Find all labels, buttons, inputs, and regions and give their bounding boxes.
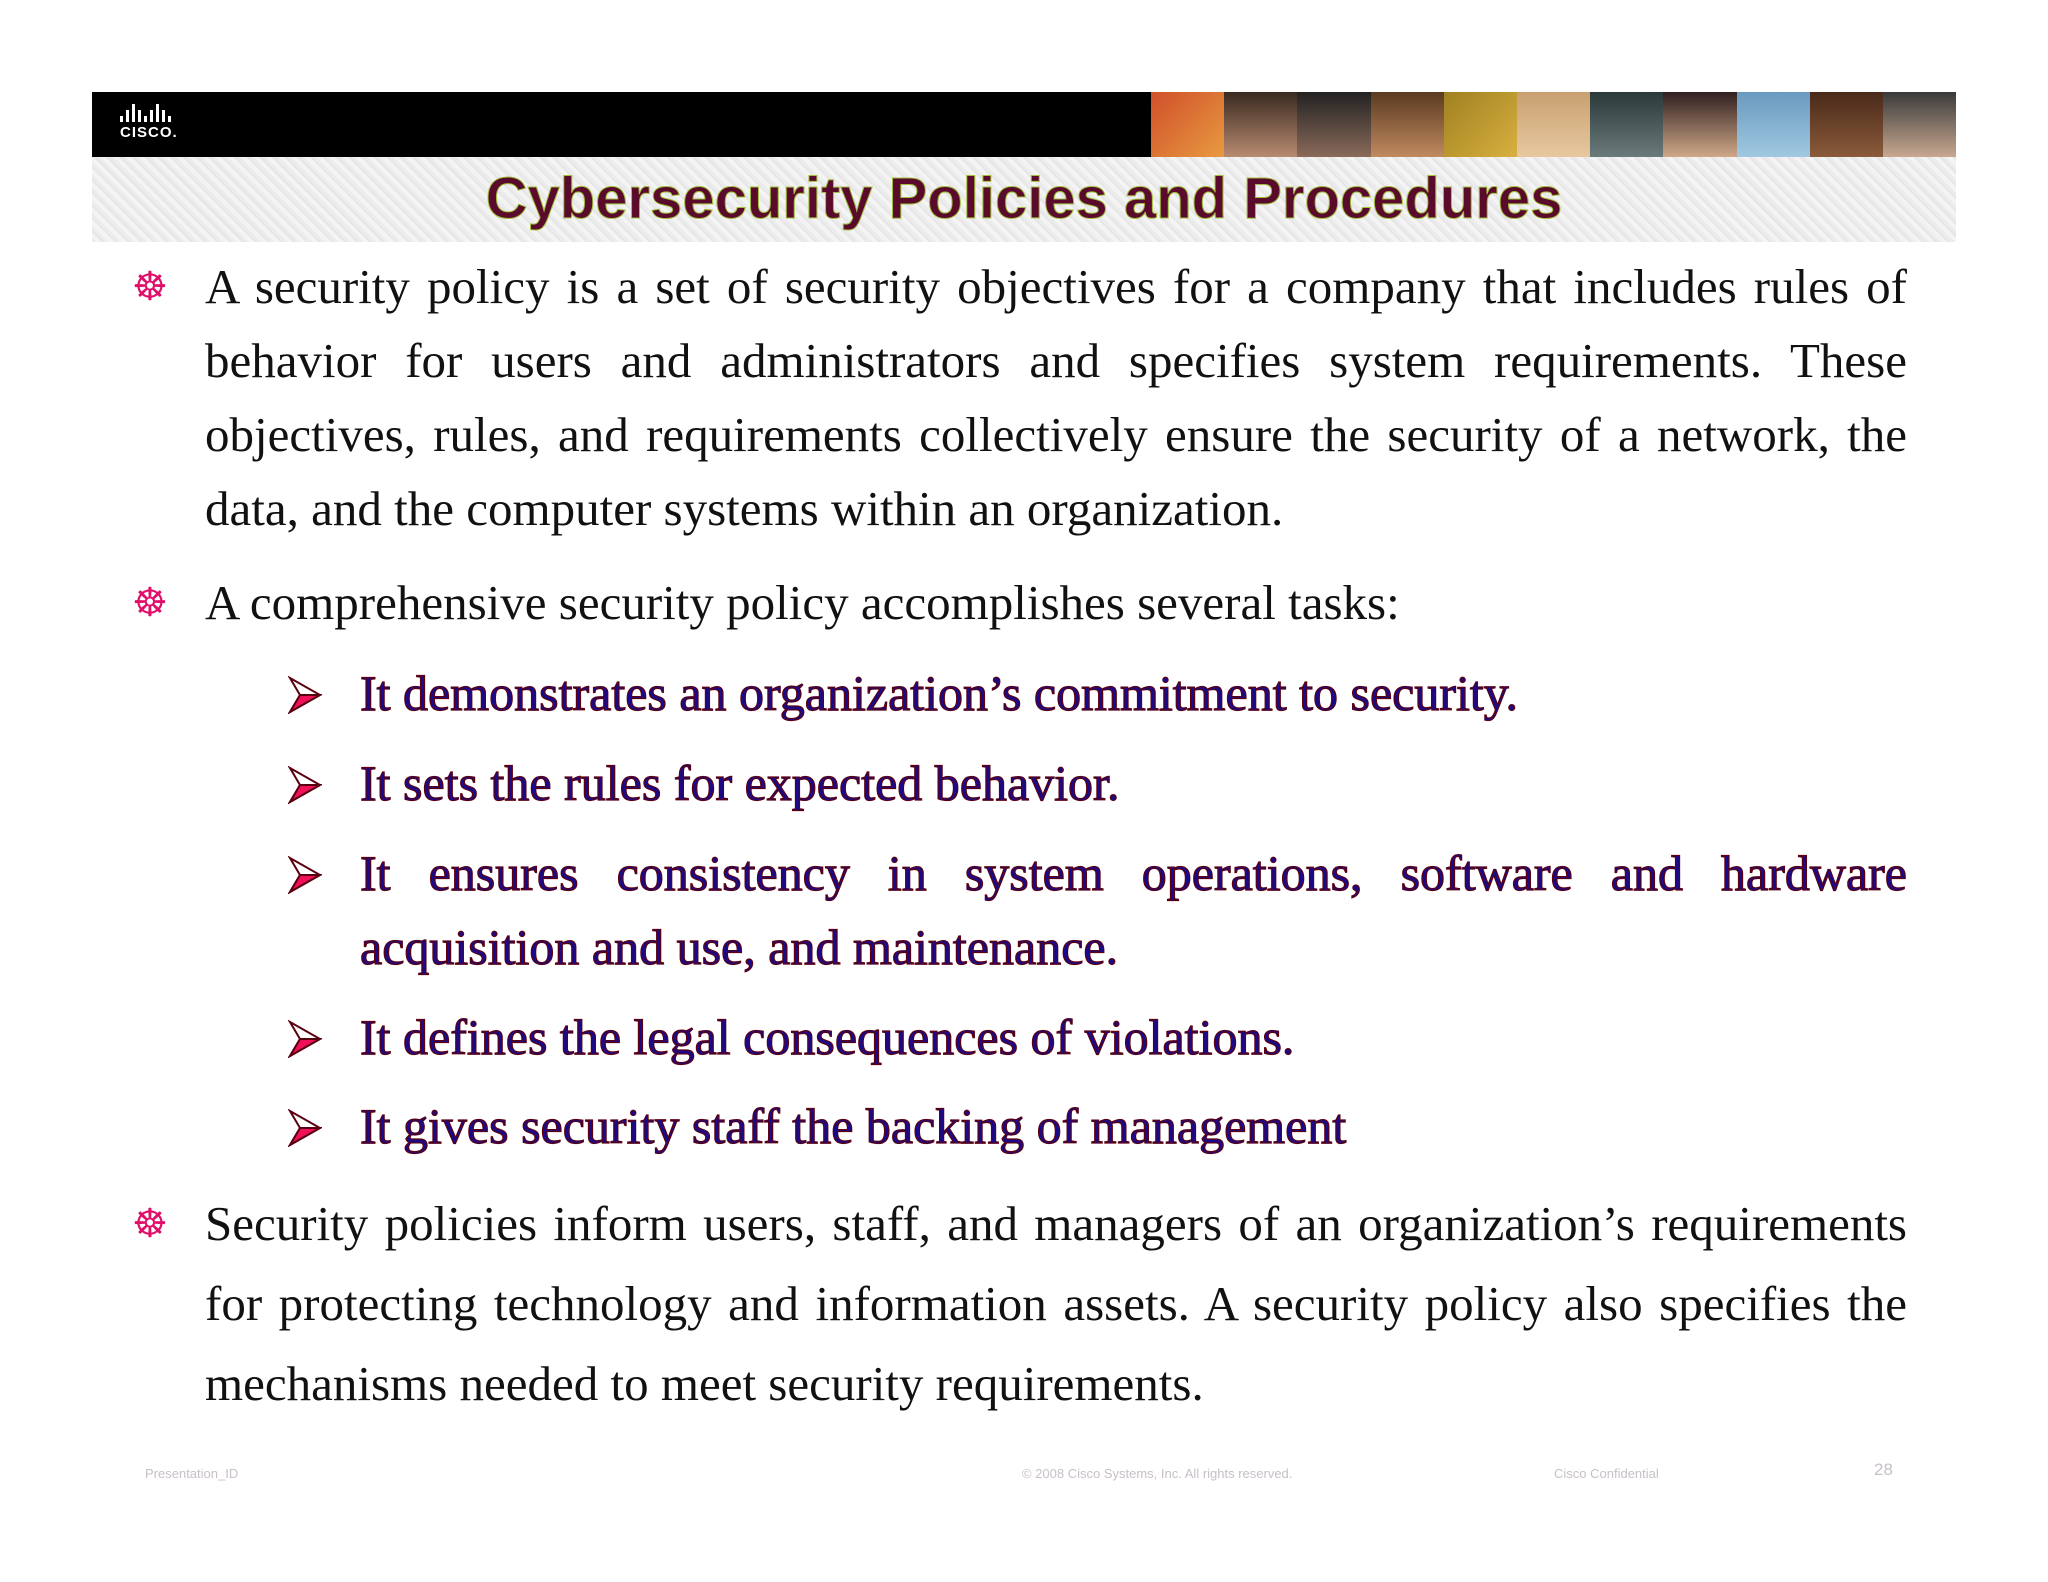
arrow-bullet-icon <box>288 676 322 714</box>
cisco-logo <box>120 104 178 141</box>
slide-title: Cybersecurity Policies and Procedures <box>485 166 1563 231</box>
cisco-bars-icon <box>120 104 178 122</box>
sub-bullet-4: It defines the legal consequences of violations. <box>360 1009 1295 1065</box>
page-number: 28 <box>1874 1460 1893 1479</box>
footer-copyright: © 2008 Cisco Systems, Inc. All rights reserved. <box>1022 1466 1293 1481</box>
wheel-bullet-icon: ☸ <box>132 264 168 309</box>
paragraph-2: A comprehensive security policy accomplishes several tasks: <box>205 575 1400 630</box>
sub-bullet-2: It sets the rules for expected behavior. <box>360 755 1120 811</box>
sub-bullet-1: It demonstrates an organization’s commitment to security. <box>360 665 1519 721</box>
header-bar <box>92 92 1956 157</box>
arrow-bullet-icon <box>288 1109 322 1147</box>
arrow-bullet-icon <box>288 856 322 894</box>
footer-presentation-id: Presentation_ID <box>145 1466 239 1481</box>
sub-bullet-5: It gives security staff the backing of management <box>360 1098 1347 1154</box>
arrow-bullet-icon <box>288 766 322 804</box>
wheel-bullet-icon: ☸ <box>132 580 168 625</box>
title-band <box>92 157 1956 242</box>
footer-confidential: Cisco Confidential <box>1554 1466 1659 1481</box>
sub-bullet-3: It ensures consistency in system operations, software and hardware acquisition and use, and maintenance. <box>360 845 1907 975</box>
paragraph-3: Security policies inform users, staff, and managers of an organization’s requirements for protecting technology and information assets. A security policy also specifies the mechanisms needed to meet security requirements. <box>205 1196 1907 1411</box>
paragraph-1: A security policy is a set of security objectives for a company that includes rules of behavior for users and administrators and specifies system requirements. These objectives, rules, and requirements collectively ensure the security of a network, the data, and the computer systems within an organization. <box>205 259 1907 536</box>
header-photo-strip <box>1151 92 1956 157</box>
wheel-bullet-icon: ☸ <box>132 1201 168 1246</box>
arrow-bullet-icon <box>288 1020 322 1058</box>
logo-text: CISCO. <box>120 124 178 141</box>
